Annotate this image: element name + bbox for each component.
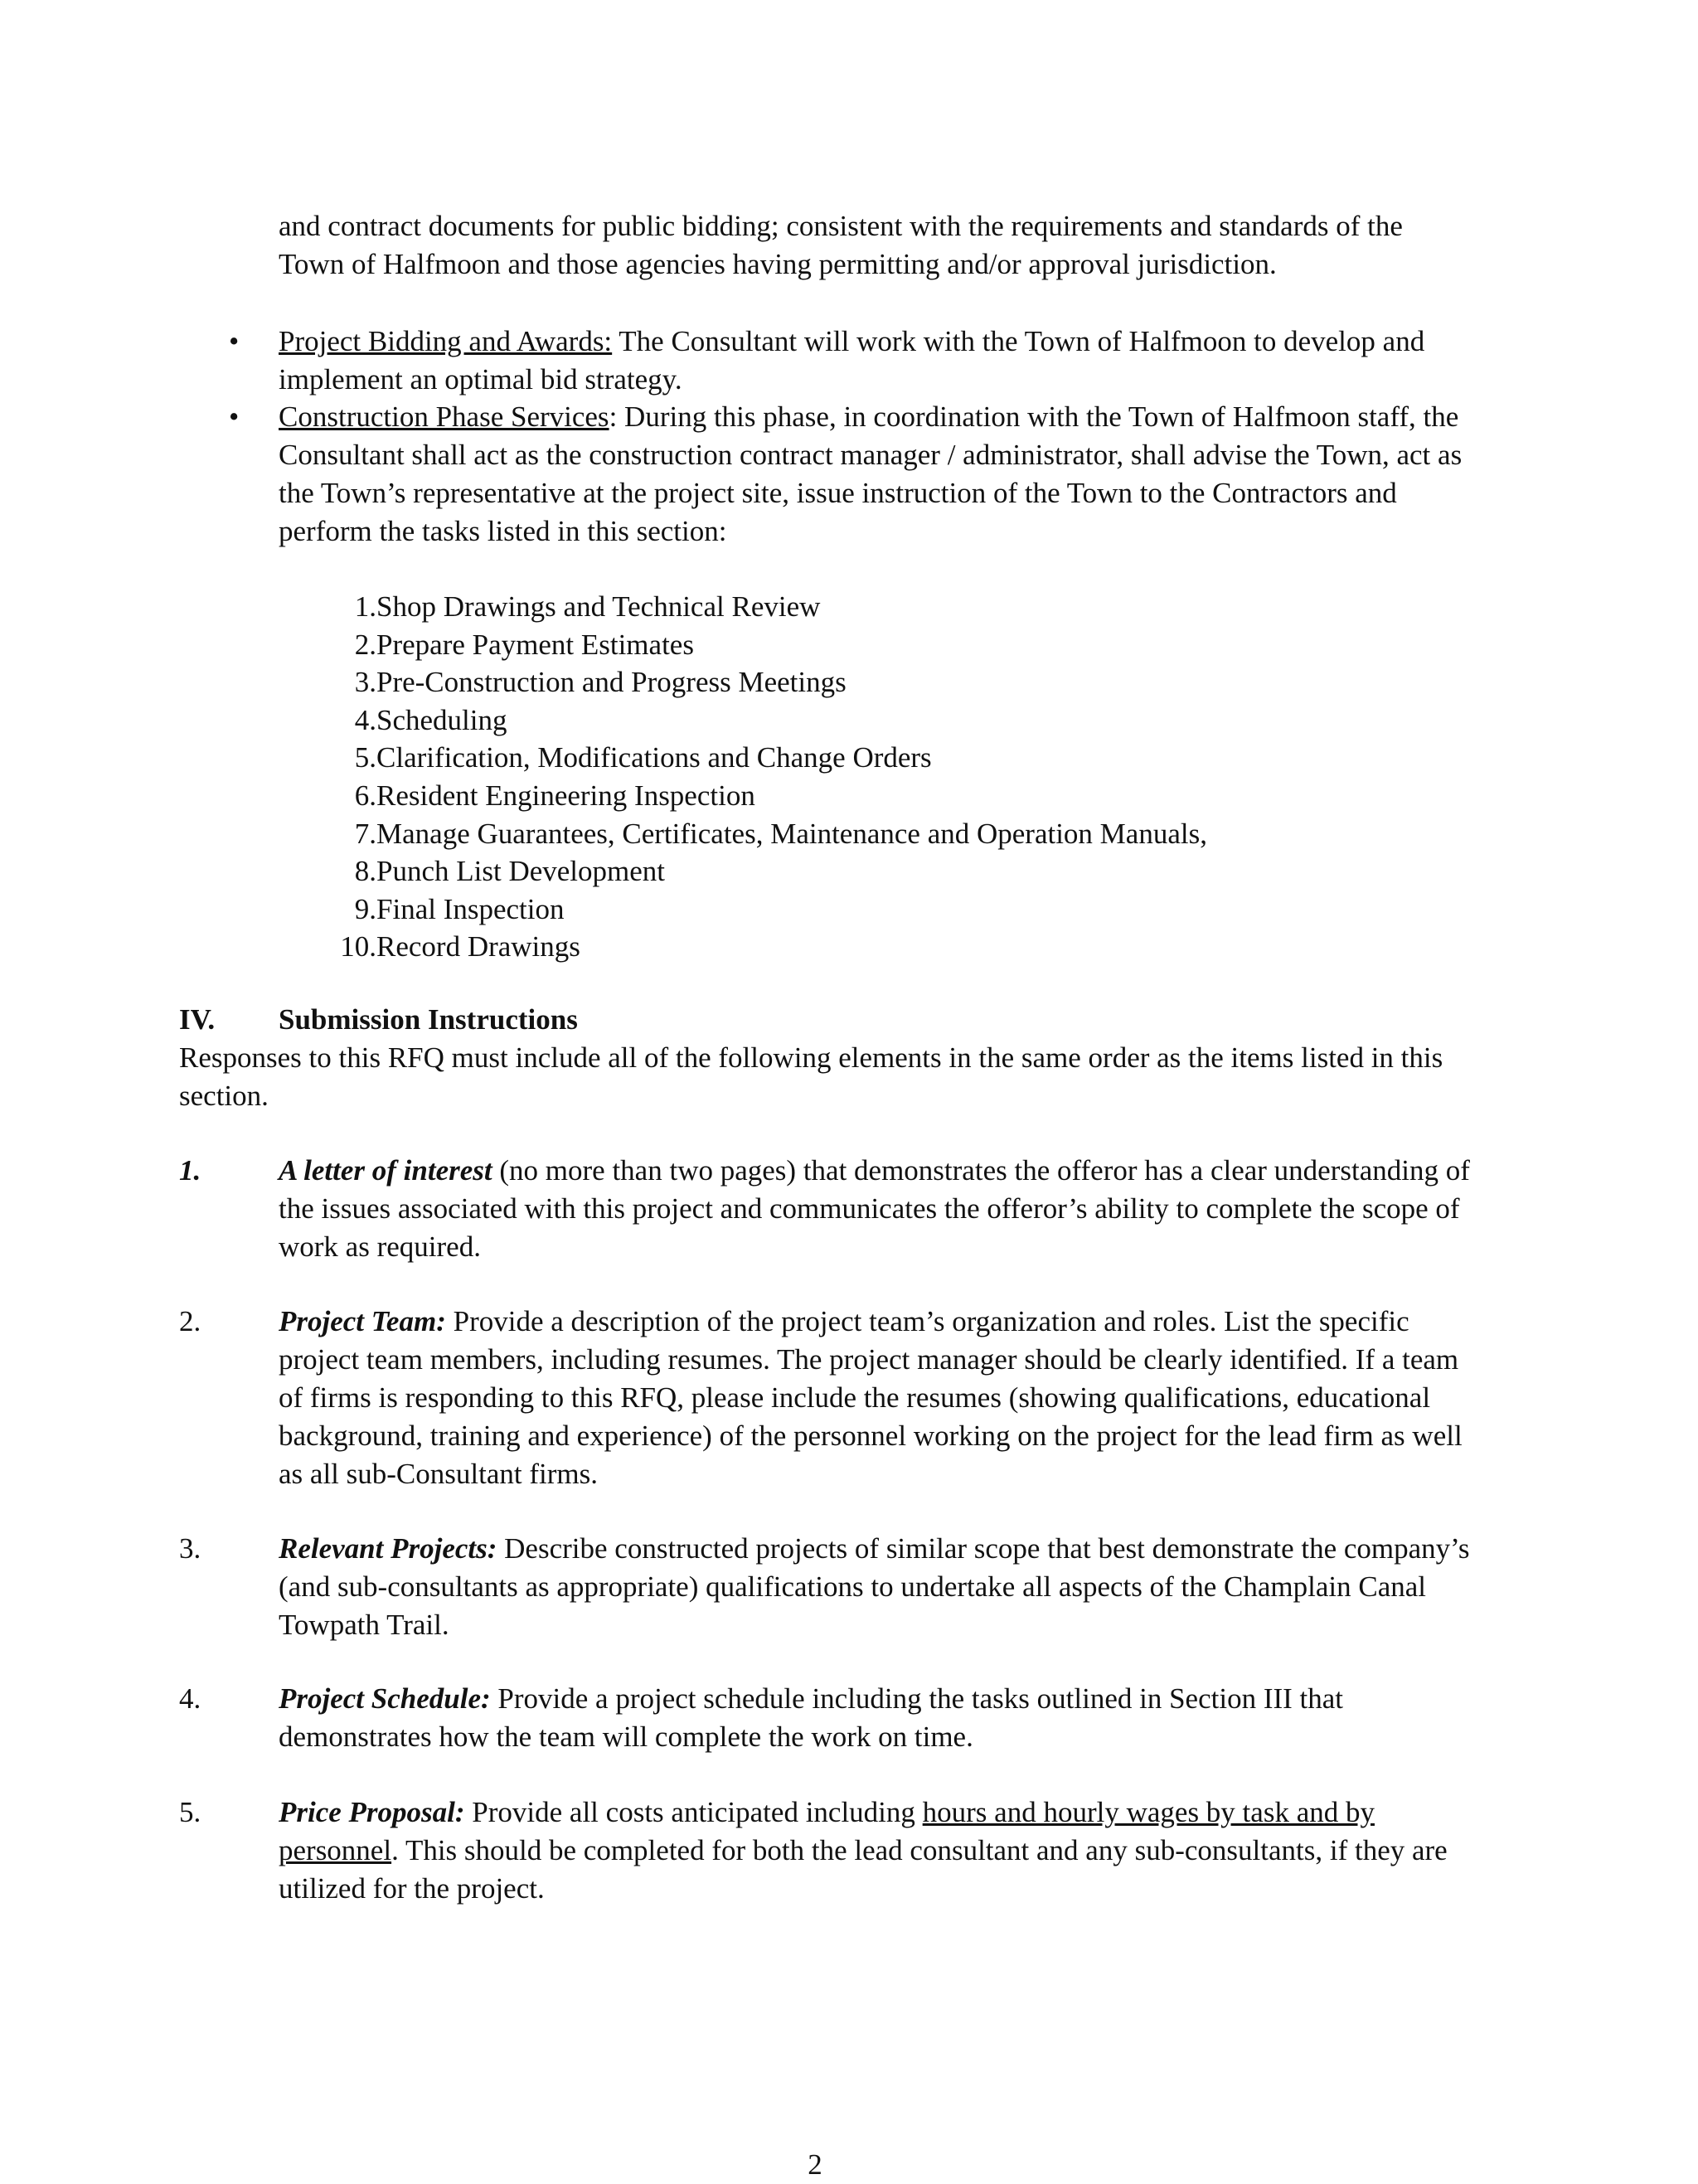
list-item [327,928,1404,966]
list-item-number: 4. [354,703,376,736]
requirement-number: 3. [179,1532,201,1565]
page-number: 2 [808,2148,822,2181]
requirement-title: Price Proposal: [279,1796,465,1828]
list-item-number: 5. [354,741,376,774]
requirement-number: 5. [179,1796,201,1828]
list-item-number: 8. [354,855,376,888]
list-item [327,701,1404,740]
list-item-number: 10. [340,930,376,963]
list-item-number: 1. [354,590,376,623]
list-item-number: 3. [354,666,376,699]
list-item [327,739,1404,777]
requirement-number: 4. [179,1682,201,1715]
list-item-label: Scheduling [376,703,507,736]
bullet-glyph: • [229,325,240,357]
requirement-text [279,1152,1489,1266]
list-item-label: Pre-Construction and Progress Meetings [376,666,847,699]
requirement-title: Project Team: [279,1305,446,1337]
bullet-label: Construction Phase Services [279,400,609,433]
requirement-title: Relevant Projects: [279,1532,497,1565]
list-item-number: 9. [354,892,376,925]
list-item-label: Prepare Payment Estimates [376,628,694,661]
list-item-number: 7. [354,817,376,850]
list-item-label: Record Drawings [376,930,580,963]
list-item-label: Resident Engineering Inspection [376,779,755,812]
requirement-number: 2. [179,1305,201,1337]
bullet-body: The Consultant will work with the Town of Halfmoon to develop and implement an optimal bid strategy. [279,325,1425,396]
requirement-text [279,1530,1489,1644]
list-item [327,852,1404,891]
list-item [327,663,1404,701]
requirement-title: A letter of interest [279,1154,492,1187]
requirement-body: Provide a project schedule including the tasks outlined in Section III that demonstrates how the team will complete the work on time. [279,1682,1344,1753]
bullet-text [279,398,1472,551]
section-title: Submission Instructions [279,1003,578,1036]
list-item-label: Punch List Development [376,855,666,888]
requirement-text [279,1680,1489,1756]
bullet-text [279,323,1472,399]
list-item-number: 2. [354,628,376,661]
requirement-body: Describe constructed projects of similar scope that best demonstrate the company’s (and sub-consultants as appropriate) qualifications to undertake all aspects of the Champlain Canal Towpath Trail. [279,1532,1470,1641]
requirement-text [279,1303,1489,1493]
list-item-label: Clarification, Modifications and Change Orders [376,741,932,774]
requirement-body: Provide a description of the project team’s organization and roles. List the specific project team members, including resumes. The project manager should be clearly identified. If a team of firms is responding to this RFQ, please include the resumes (showing qualifications, educational background, training and experience) of the personnel working on the project for the lead firm as well as all sub-Consultant firms. [279,1305,1463,1490]
section-number: IV. [179,1003,216,1036]
bullet-body: : During this phase, in coordination with the Town of Halfmoon staff, the Consultant shall act as the construction contract manager / administrator, shall advise the Town, act as the Town’s representative at the project site, issue instruction of the Town to the Contractors and perform the tasks listed in this section: [279,400,1463,547]
list-item-label: Shop Drawings and Technical Review [376,590,821,623]
list-item [327,891,1404,929]
requirement-number: 1. [179,1154,201,1187]
requirement-title: Project Schedule: [279,1682,491,1715]
section-intro: Responses to this RFQ must include all of the following elements in the same order as the items listed in this section. [179,1041,1443,1112]
list-item-label: Final Inspection [376,892,565,925]
requirement-text [279,1793,1489,1908]
list-item [327,815,1404,853]
list-item-number: 6. [354,779,376,812]
requirement-body: Provide all costs anticipated including [464,1796,923,1828]
requirement-body-end: . This should be completed for both the lead consultant and any sub-consultants, if they are utilized for the project. [279,1834,1448,1905]
list-item [327,626,1404,664]
list-item [327,777,1404,815]
requirement-body: (no more than two pages) that demonstrates the offeror has a clear understanding of the issues associated with this project and communicates the offeror’s ability to complete the scope of work as required. [279,1154,1470,1263]
bullet-glyph: • [229,400,240,433]
list-item [327,588,1404,626]
continuation-paragraph: and contract documents for public bidding; consistent with the requirements and standards of the Town of Halfmoon and those agencies having permitting and/or approval jurisdiction. [279,210,1403,280]
bullet-label: Project Bidding and Awards: [279,325,613,357]
requirement-underlined-text: hours and hourly wages by task and by personnel [279,1796,1375,1866]
task-list [327,588,1404,966]
list-item-label: Manage Guarantees, Certificates, Maintenance and Operation Manuals, [376,817,1207,850]
